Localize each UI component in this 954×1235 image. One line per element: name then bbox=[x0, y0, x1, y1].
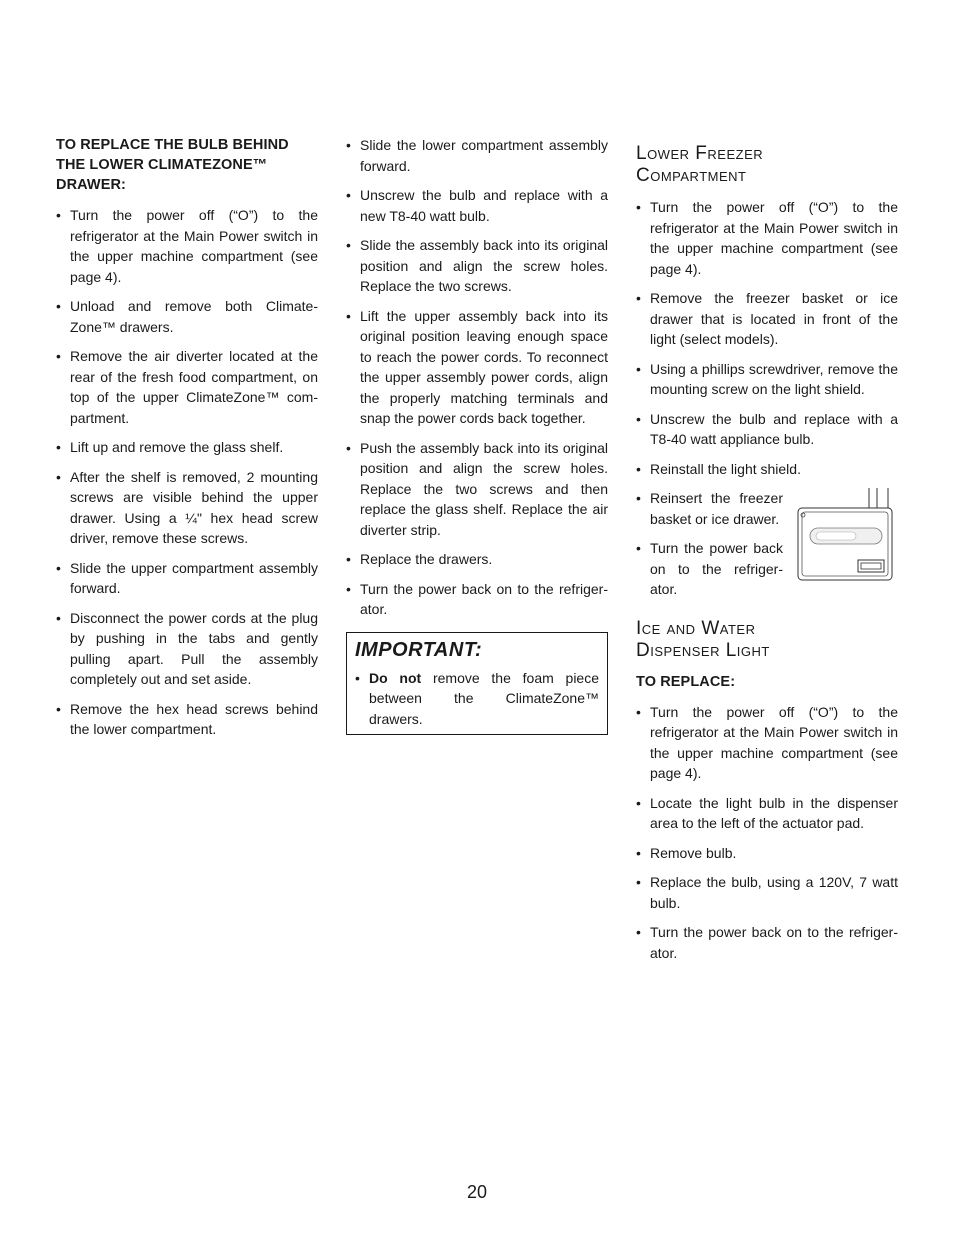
list-item: • Remove bulb. bbox=[636, 843, 898, 864]
list-item: • Remove the air diverter located at the rear of the fresh food compartment, on top of the upper ClimateZone™ com-partment. bbox=[56, 346, 318, 428]
important-text: remove the foam piece between the ClimateZone™ drawers. bbox=[369, 669, 599, 727]
list-item: • Locate the light bulb in the dispenser area to the left of the actuator pad. bbox=[636, 793, 898, 834]
column-3 bbox=[636, 135, 898, 972]
section-title-line: Ice and Water bbox=[636, 617, 756, 639]
list-item: • Disconnect the power cords at the plug by pushing in the tabs and gently pulling apart. Pull the assembly completely out and set aside. bbox=[56, 608, 318, 690]
instruction-list bbox=[346, 135, 608, 620]
section-title-line: Dispenser Light bbox=[636, 639, 770, 661]
list-item: • Unload and remove both Climate-Zone™ drawers. bbox=[56, 296, 318, 337]
list-item: • Remove the freezer basket or ice drawer that is located in front of the light (select models). bbox=[636, 288, 898, 350]
section-title-line: Lower Freezer bbox=[636, 143, 764, 164]
list-item: • Turn the power off (“O”) to the refrigerator at the Main Power switch in the upper machine compartment (see page 4). bbox=[636, 702, 898, 784]
section-title-line: Compartment bbox=[636, 165, 747, 186]
list-item: • Slide the assembly back into its original position and align the screw holes. Replace the two screws. bbox=[346, 235, 608, 297]
list-item: • Turn the power back on to the refriger-ator. bbox=[636, 538, 783, 600]
list-item: • Using a phillips screwdriver, remove the mounting screw on the light shield. bbox=[636, 359, 898, 400]
important-title: IMPORTANT: bbox=[355, 638, 483, 661]
instruction-list bbox=[636, 702, 898, 964]
list-item: • Unscrew the bulb and replace with a new T8-40 watt bulb. bbox=[346, 185, 608, 226]
page-number: 20 bbox=[466, 1182, 488, 1202]
column-1 bbox=[56, 135, 318, 749]
section-title-ice-water bbox=[636, 618, 898, 662]
list-item: • Unscrew the bulb and replace with a T8-40 watt appliance bulb. bbox=[636, 409, 898, 450]
instruction-list bbox=[56, 205, 318, 740]
list-item: • Reinstall the light shield. bbox=[636, 459, 898, 480]
column-2 bbox=[346, 135, 608, 735]
list-item: • Turn the power back on to the refriger-ator. bbox=[346, 579, 608, 620]
section-heading-lower-climatezone: TO REPLACE THE BULB BEHIND THE LOWER CLIMATEZONE™ DRAWER: bbox=[56, 137, 289, 193]
important-bold-text: Do not bbox=[369, 669, 422, 686]
list-item: • Lift the upper assembly back into its original position leaving enough space to reach the power cords. To reconnect the upper assembly power cords, align the properly matching terminals and snap the power cords back together. bbox=[346, 306, 608, 429]
instruction-list bbox=[636, 197, 898, 479]
section-title-lower-freezer bbox=[636, 143, 898, 187]
list-item: • Lift up and remove the glass shelf. bbox=[56, 437, 318, 458]
list-item: • Replace the bulb, using a 120V, 7 watt bulb. bbox=[636, 872, 898, 913]
list-item: • Remove the hex head screws behind the lower compartment. bbox=[56, 699, 318, 740]
important-box bbox=[346, 632, 608, 736]
list-item: • Replace the drawers. bbox=[346, 549, 608, 570]
list-item: • After the shelf is removed, 2 mounting screws are visible behind the upper drawer. Using a ¼" hex head screw driver, remove these screws. bbox=[56, 467, 318, 549]
list-item: • Turn the power off (“O”) to the refrigerator at the Main Power switch in the upper machine compartment (see page 4). bbox=[56, 205, 318, 287]
list-item: • Push the assembly back into its original position and align the screw holes. Replace the two screws and then replace the glass shelf. Replace the air diverter strip. bbox=[346, 438, 608, 541]
figure-block bbox=[636, 488, 898, 600]
subheading-to-replace: TO REPLACE: bbox=[636, 673, 736, 690]
list-item bbox=[355, 668, 599, 730]
important-list bbox=[355, 668, 599, 730]
list-item: • Slide the lower compartment assembly forward. bbox=[346, 135, 608, 176]
light-shield-illustration bbox=[796, 488, 896, 584]
list-item: • Reinsert the freezer basket or ice drawer. bbox=[636, 488, 783, 529]
list-item: • Turn the power off (“O”) to the refrigerator at the Main Power switch in the upper machine compartment (see page 4). bbox=[636, 197, 898, 279]
list-item: • Slide the upper compartment assembly forward. bbox=[56, 558, 318, 599]
list-item: • Turn the power back on to the refriger-ator. bbox=[636, 922, 898, 963]
